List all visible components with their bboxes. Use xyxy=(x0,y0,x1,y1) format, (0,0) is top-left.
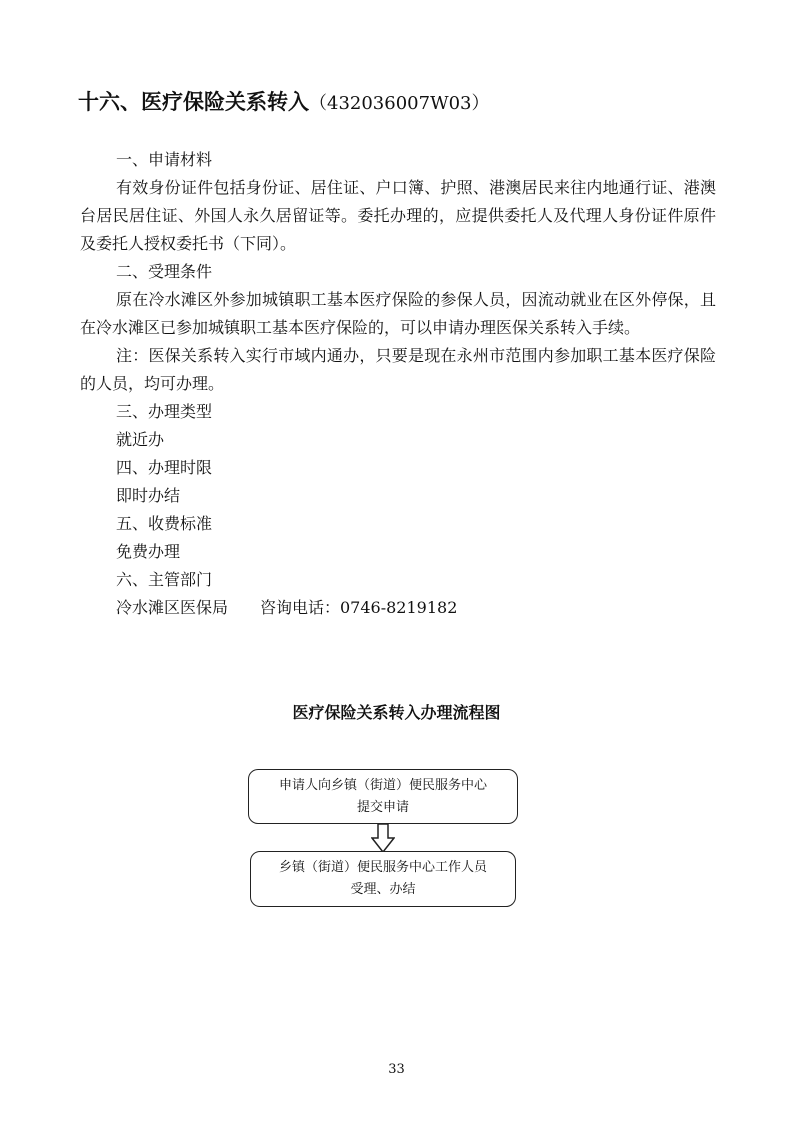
flow-step-line: 申请人向乡镇（街道）便民服务中心 xyxy=(278,777,487,793)
heading-main: 十六、医疗保险关系转入 xyxy=(78,89,309,114)
document-body xyxy=(80,146,716,622)
paragraph-note: 注：医保关系转入实行市域内通办，只要是现在永州市范围内参加职工基本医疗保险的人员，均可办理。 xyxy=(80,346,716,393)
flow-step-line: 乡镇（街道）便民服务中心工作人员 xyxy=(278,860,487,875)
heading-fee-standard: 五、收费标准 xyxy=(116,514,213,533)
value-fee-standard: 免费办理 xyxy=(116,542,181,561)
value-department-contact: 冷水滩区医保局 咨询电话：0746-8219182 xyxy=(116,598,458,617)
down-arrow-icon xyxy=(371,823,395,853)
heading-application-materials: 一、申请材料 xyxy=(116,150,213,169)
paragraph-acceptance-conditions: 原在冷水滩区外参加城镇职工基本医疗保险的参保人员，因流动就业在区外停保，且在冷水滩区已参加城镇职工基本医疗保险的，可以申请办理医保关系转入手续。 xyxy=(80,290,716,337)
value-processing-type: 就近办 xyxy=(116,430,165,449)
flow-step-line: 提交申请 xyxy=(356,799,409,815)
flow-step-process xyxy=(250,851,516,907)
heading-acceptance-conditions: 二、受理条件 xyxy=(116,262,213,281)
heading-time-limit: 四、办理时限 xyxy=(116,458,213,477)
heading-processing-type: 三、办理类型 xyxy=(116,402,213,421)
heading-department: 六、主管部门 xyxy=(116,570,213,589)
flow-step-submit xyxy=(248,769,518,824)
value-time-limit: 即时办结 xyxy=(116,486,181,505)
flow-step-line: 受理、办结 xyxy=(350,882,416,897)
page-number: 33 xyxy=(388,1062,405,1077)
service-code: （432036007W03） xyxy=(309,93,490,114)
paragraph-application-materials: 有效身份证件包括身份证、居住证、户口簿、护照、港澳居民来往内地通行证、港澳台居民居住证、外国人永久居留证等。委托办理的，应提供委托人及代理人身份证件原件及委托人授权委托书（下同）。 xyxy=(80,178,716,253)
section-heading xyxy=(78,88,738,118)
flowchart-title: 医疗保险关系转入办理流程图 xyxy=(292,703,501,722)
